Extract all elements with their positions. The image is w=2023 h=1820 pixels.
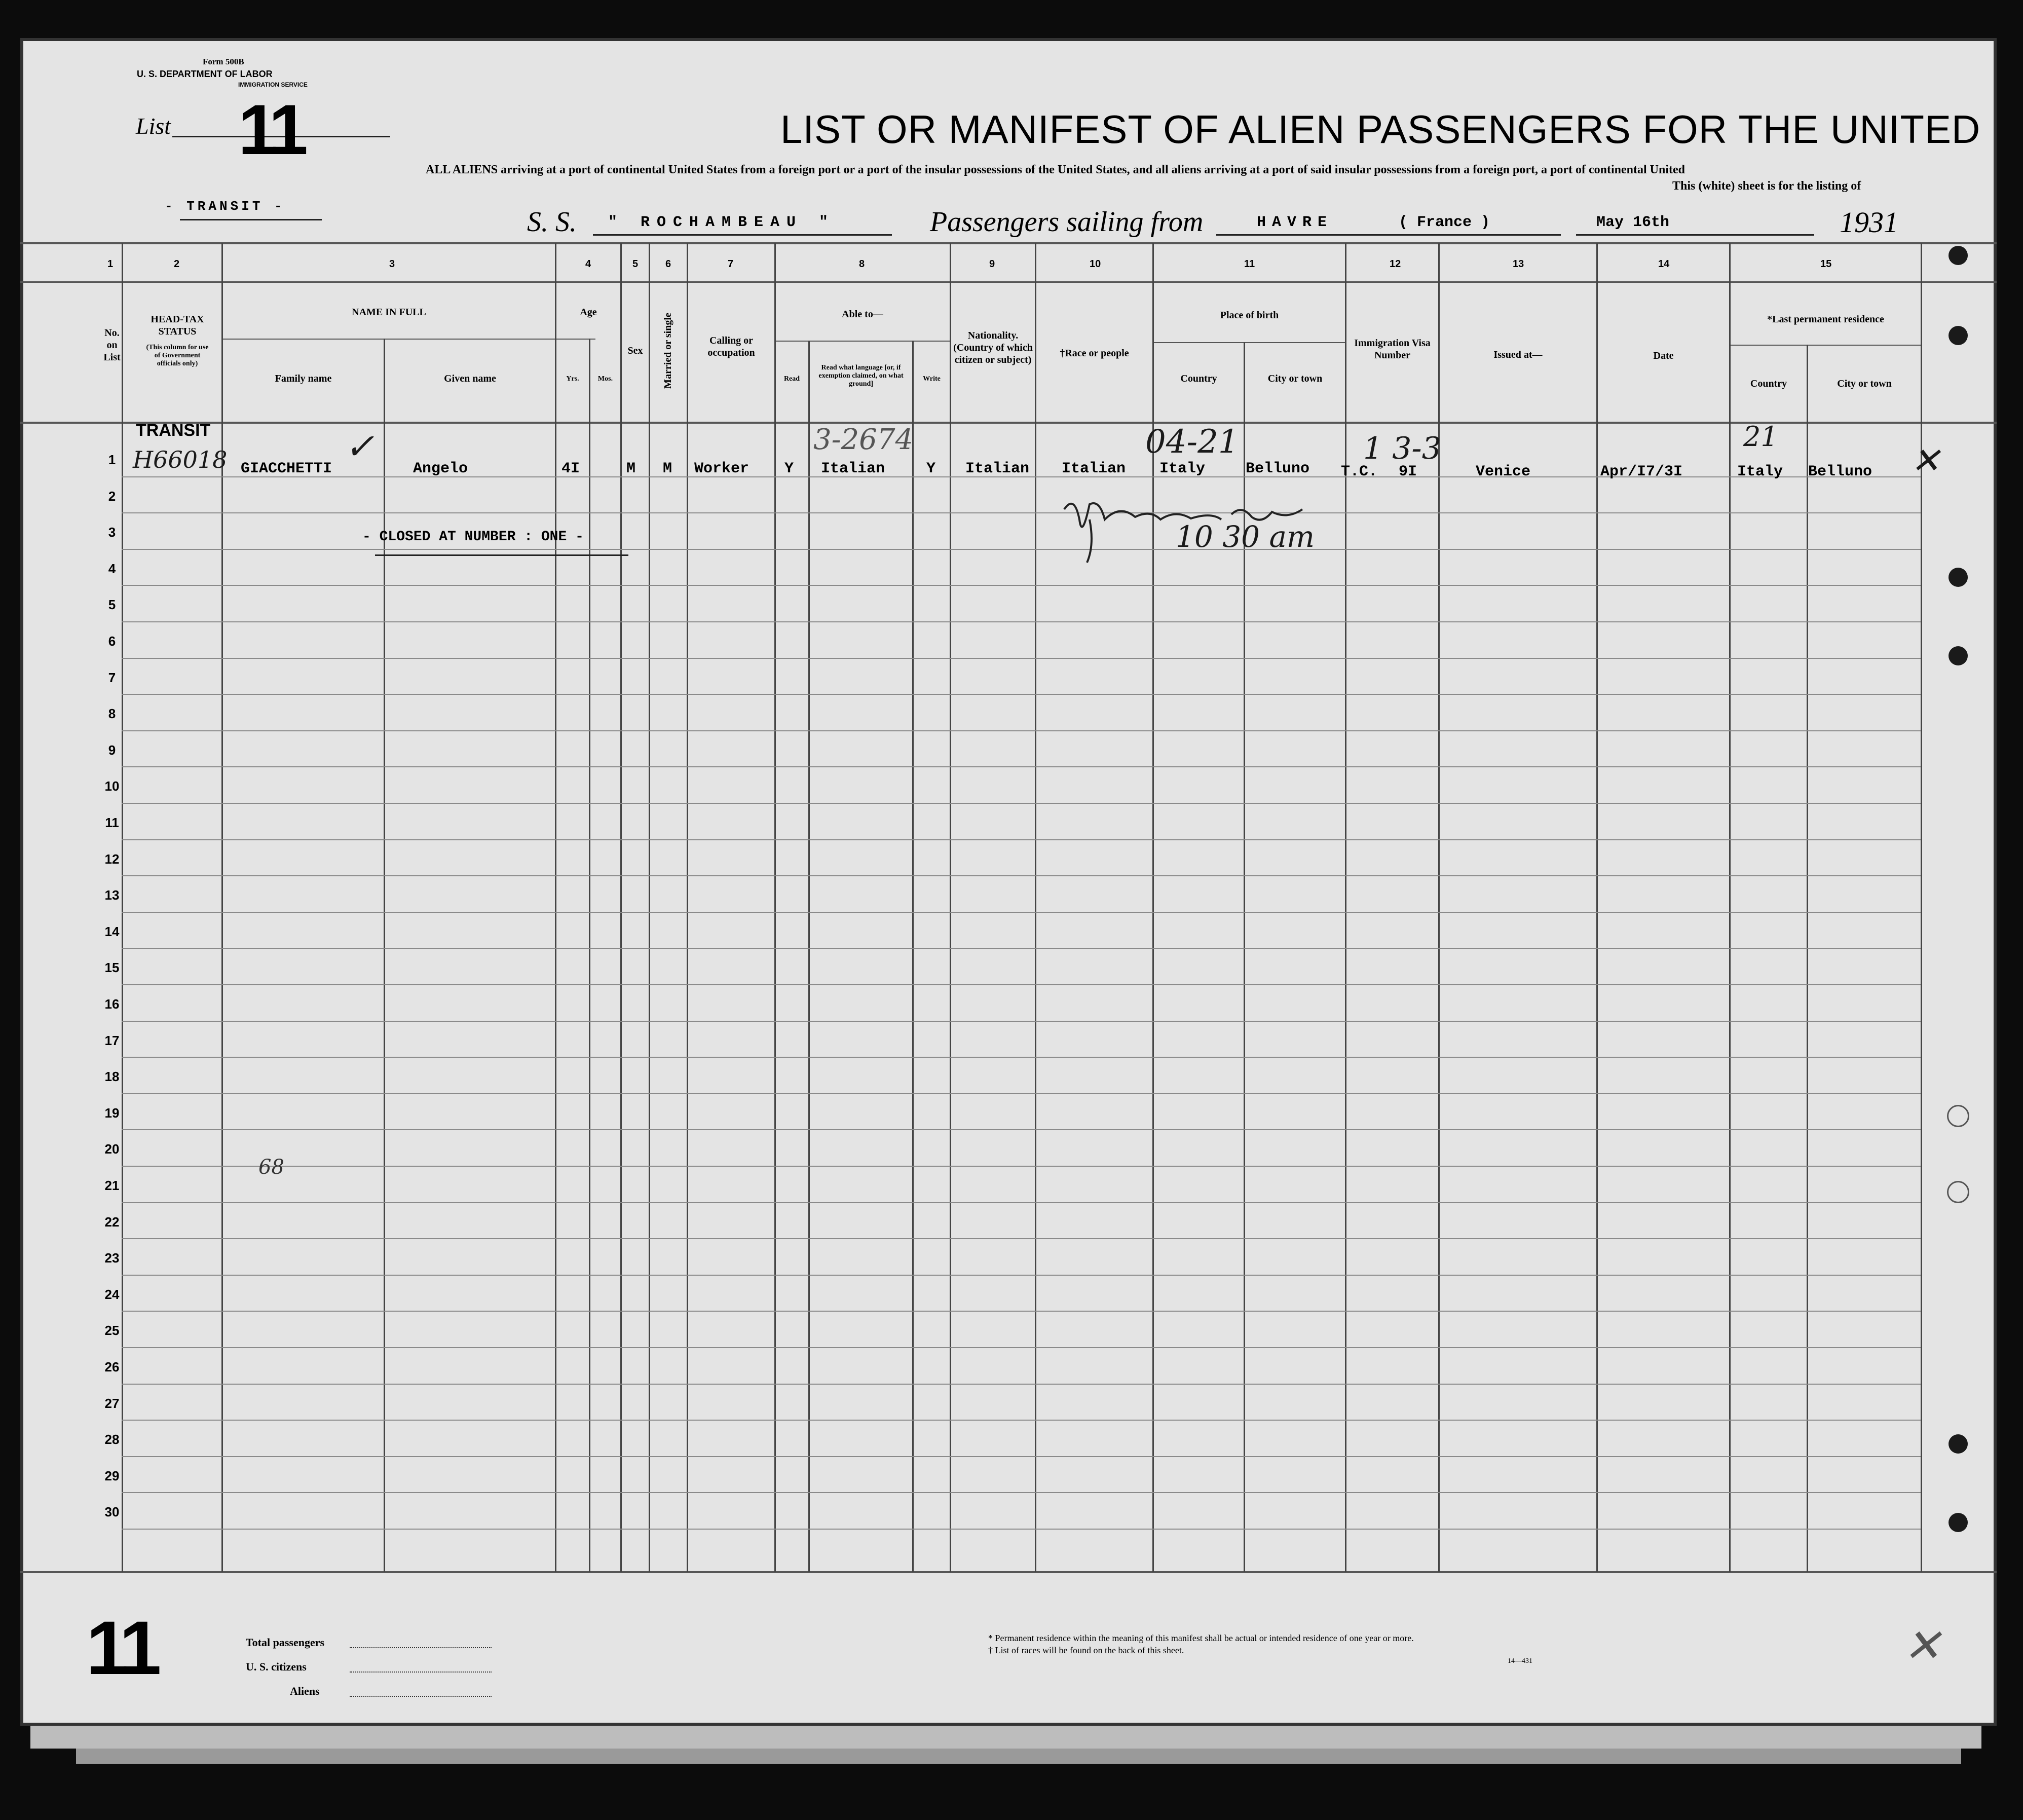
- passenger-given-name: Angelo: [413, 460, 468, 477]
- passenger-read: Y: [784, 460, 794, 477]
- row-number: 10: [104, 778, 120, 794]
- row-line: [122, 1456, 1921, 1457]
- row-line: [122, 984, 1921, 985]
- hdr-last-residence: *Last permanent residence: [1767, 314, 1884, 325]
- row-line: [122, 1057, 1921, 1058]
- footer-cross-mark: ✕: [1903, 1619, 1941, 1673]
- row-number: 3: [108, 525, 116, 540]
- ship-underline: [593, 234, 892, 236]
- row-number: 1: [108, 452, 116, 467]
- col-line-9: [1035, 243, 1036, 1572]
- total-passengers-line: [350, 1646, 492, 1648]
- hdr-able-to: Able to—: [842, 309, 883, 320]
- row-line: [122, 1529, 1921, 1530]
- sailing-date: May 16th: [1596, 214, 1670, 231]
- hdr-given-name: Given name: [444, 373, 496, 384]
- col-line-5: [649, 243, 650, 1572]
- birth-note: 04-21: [1145, 423, 1239, 461]
- check-mark: ✓: [345, 426, 374, 467]
- row-line: [122, 1420, 1921, 1421]
- row-number: 12: [104, 851, 120, 867]
- row-number: 27: [104, 1396, 120, 1411]
- language-note: 3-2674: [813, 423, 914, 456]
- hdr-sex: Sex: [627, 345, 643, 356]
- col-line-8a: [808, 341, 810, 1572]
- footer-aliens: Aliens: [290, 1685, 320, 1697]
- col-line-13: [1596, 243, 1598, 1572]
- hdr-race: †Race or people: [1060, 348, 1129, 359]
- birth-country: Italy: [1159, 460, 1206, 477]
- stray-mark: 68: [258, 1156, 284, 1179]
- col-line-11: [1345, 243, 1346, 1572]
- binder-hole-4: [1949, 646, 1968, 665]
- name-subrule: [223, 339, 595, 340]
- passenger-age: 4I: [561, 460, 580, 477]
- row-line: [122, 512, 1921, 513]
- hdr-head-tax-note: (This column for use of Government officials only): [146, 344, 209, 367]
- row-number: 30: [104, 1504, 120, 1519]
- visa-number: 9I: [1399, 463, 1417, 480]
- residence-city: Belluno: [1808, 463, 1872, 480]
- row-line: [122, 948, 1921, 949]
- row-number: 6: [108, 634, 116, 649]
- colnum-9: 9: [989, 258, 995, 270]
- col-line-4a: [589, 339, 590, 1572]
- passenger-race: Italian: [1062, 460, 1126, 477]
- row-line: [122, 585, 1921, 586]
- passenger-sex: M: [626, 460, 636, 477]
- hdr-calling: Calling or occupation: [707, 335, 755, 358]
- passenger-married: M: [663, 460, 672, 477]
- row-number: 18: [104, 1069, 120, 1084]
- row-number: 22: [104, 1214, 120, 1230]
- paper-edge-shadow: [76, 1749, 1961, 1764]
- binder-hole-3: [1949, 568, 1968, 587]
- page-subtitle-2: This (white) sheet is for the listing of: [1672, 179, 1861, 193]
- paper-edge: [30, 1726, 1981, 1749]
- colnum-10: 10: [1090, 258, 1101, 270]
- footnote-residence: * Permanent residence within the meaning of this manifest shall be actual or intended residence of one year or more.: [988, 1633, 1414, 1643]
- col-line-6: [687, 243, 688, 1572]
- colnum-13: 13: [1513, 258, 1524, 270]
- colnum-6: 6: [665, 258, 671, 270]
- row-number: 14: [104, 924, 120, 939]
- form-number: Form 500B: [203, 57, 244, 66]
- hdr-age: Age: [580, 307, 597, 318]
- col-line-14: [1729, 243, 1731, 1572]
- row-line: [122, 912, 1921, 913]
- visa-note: 1 3-3: [1363, 431, 1441, 466]
- row-number: 23: [104, 1250, 120, 1266]
- closed-underline: [375, 554, 628, 556]
- row-number: 16: [104, 996, 120, 1012]
- hdr-married: Married or single: [662, 313, 673, 389]
- colnum-3: 3: [389, 258, 395, 270]
- birth-city: Belluno: [1246, 460, 1310, 477]
- footer-us-citizens: U. S. citizens: [246, 1660, 307, 1673]
- transit-underline: [180, 219, 322, 220]
- residence-subrule: [1729, 345, 1921, 346]
- row-line: [122, 1129, 1921, 1130]
- row-line: [122, 1311, 1921, 1312]
- binder-hole-5: [1947, 1105, 1969, 1127]
- hdr-family-name: Family name: [275, 373, 332, 384]
- colnum-5: 5: [632, 258, 639, 270]
- colnum-8: 8: [859, 258, 865, 270]
- hdr-read-language: Read what language [or, if exemption claimed, on what ground]: [818, 364, 904, 388]
- binder-hole-2: [1949, 326, 1968, 345]
- page-subtitle: ALL ALIENS arriving at a port of continental United States from a foreign port or a port of the insular possessions of the United States, and all aliens arriving at a port of said insular possessions from a foreign port, a port of continental United: [426, 163, 1685, 176]
- hdr-place-of-birth: Place of birth: [1220, 310, 1279, 321]
- row-number: 7: [108, 670, 116, 685]
- table-bottom-rule: [20, 1571, 1997, 1573]
- manifest-sheet: [20, 38, 1997, 1726]
- passenger-nationality: Italian: [965, 460, 1030, 477]
- hdr-residence-country: Country: [1750, 378, 1787, 389]
- colnum-7: 7: [728, 258, 734, 270]
- col-line-4: [620, 243, 622, 1572]
- hdr-residence-city: City or town: [1837, 378, 1892, 389]
- row-number: 24: [104, 1287, 120, 1302]
- list-number: 11: [238, 90, 303, 169]
- inspector-signature-icon: [1059, 489, 1343, 565]
- table-top-rule: [20, 242, 1997, 244]
- sailing-label: Passengers sailing from: [930, 206, 1204, 238]
- row-line: [122, 1347, 1921, 1348]
- row-number: 19: [104, 1105, 120, 1121]
- row-number: 17: [104, 1033, 120, 1048]
- list-label: List: [136, 113, 171, 139]
- row-number: 5: [108, 597, 116, 612]
- row-line: [122, 1021, 1921, 1022]
- passenger-language: Italian: [821, 460, 885, 477]
- time-note: 10 30 am: [1176, 519, 1315, 554]
- date-underline: [1576, 234, 1814, 236]
- colnum-1: 1: [107, 258, 114, 270]
- row-number: 21: [104, 1178, 120, 1193]
- us-citizens-line: [350, 1670, 492, 1673]
- head-tax-number: H66018: [133, 446, 228, 473]
- able-subrule: [774, 341, 950, 342]
- passenger-family-name: GIACCHETTI: [241, 460, 332, 477]
- port-underline: [1216, 234, 1561, 236]
- row-line: [122, 1275, 1921, 1276]
- transit-stamp: - TRANSIT -: [165, 199, 285, 214]
- footer-total-passengers: Total passengers: [246, 1636, 325, 1649]
- row-number: 8: [108, 706, 116, 721]
- hdr-issued-at: Issued at—: [1493, 349, 1543, 360]
- row-line: [122, 839, 1921, 840]
- hdr-age-mos: Mos.: [597, 375, 613, 383]
- row-line: [122, 1238, 1921, 1239]
- hdr-no-on-list: No. on List: [103, 327, 121, 363]
- hdr-visa-number: Immigration Visa Number: [1354, 338, 1431, 361]
- row-number: 20: [104, 1141, 120, 1157]
- visa-prefix: T.C.: [1341, 463, 1378, 480]
- colnum-12: 12: [1390, 258, 1401, 270]
- row-line: [122, 1384, 1921, 1385]
- service-name: IMMIGRATION SERVICE: [238, 81, 308, 88]
- colnum-11: 11: [1244, 258, 1255, 270]
- colnum-14: 14: [1658, 258, 1670, 270]
- issued-at: Venice: [1476, 463, 1531, 480]
- row-number: 13: [104, 887, 120, 903]
- row-number: 29: [104, 1468, 120, 1483]
- cross-mark: ✕: [1910, 440, 1940, 481]
- colnum-4: 4: [585, 258, 591, 270]
- sailing-year: 1931: [1840, 206, 1898, 239]
- ss-label: S. S.: [527, 206, 577, 238]
- colnum-2: 2: [174, 258, 180, 270]
- col-line-15a: [1807, 345, 1808, 1572]
- hdr-name-in-full: NAME IN FULL: [352, 307, 426, 318]
- birth-subrule: [1152, 342, 1345, 343]
- binder-hole-8: [1949, 1513, 1968, 1532]
- row-line: [122, 694, 1921, 695]
- hdr-head-tax: HEAD-TAX STATUS: [151, 314, 204, 337]
- hdr-nationality: Nationality. (Country of which citizen or subject): [953, 330, 1033, 365]
- row-line: [122, 549, 1921, 550]
- issue-date: Apr/I7/3I: [1600, 463, 1683, 480]
- row-number: 4: [108, 561, 116, 576]
- row-line: [122, 730, 1921, 731]
- col-line-2: [221, 243, 223, 1572]
- hdr-write: Write: [923, 375, 941, 383]
- hdr-birth-city: City or town: [1267, 373, 1323, 384]
- department-name: U. S. DEPARTMENT OF LABOR: [137, 69, 273, 79]
- header-bottom-rule: [20, 422, 1997, 424]
- row-line: [122, 658, 1921, 659]
- residence-note: 21: [1743, 421, 1778, 453]
- colnum-15: 15: [1820, 258, 1832, 270]
- passenger-occupation: Worker: [694, 460, 750, 477]
- passenger-write: Y: [926, 460, 936, 477]
- row-line: [122, 621, 1921, 622]
- row-line: [122, 1093, 1921, 1094]
- row-number: 2: [108, 489, 116, 504]
- col-line-3: [555, 243, 556, 1572]
- colnum-rule: [20, 281, 1997, 283]
- binder-hole-7: [1949, 1434, 1968, 1454]
- col-line-8b: [912, 341, 914, 1572]
- page-title: LIST OR MANIFEST OF ALIEN PASSENGERS FOR THE UNITED: [780, 107, 1981, 152]
- closed-note: - CLOSED AT NUMBER : ONE -: [362, 529, 584, 545]
- ship-name: " ROCHAMBEAU ": [608, 214, 836, 231]
- hdr-date: Date: [1653, 350, 1674, 361]
- row-number: 11: [105, 815, 119, 830]
- hdr-age-yrs: Yrs.: [566, 375, 579, 383]
- row-line: [122, 1202, 1921, 1203]
- binder-hole-6: [1947, 1181, 1969, 1203]
- row-line: [122, 875, 1921, 876]
- row-number: 26: [104, 1359, 120, 1375]
- col-line-7: [774, 243, 776, 1572]
- row-number: 9: [108, 742, 116, 758]
- aliens-line: [350, 1695, 492, 1697]
- col-line-3a: [384, 339, 385, 1572]
- col-line-8: [950, 243, 951, 1572]
- row-number: 28: [104, 1432, 120, 1447]
- hdr-read: Read: [783, 375, 800, 383]
- row-line: [122, 1166, 1921, 1167]
- row-number: 25: [104, 1323, 120, 1338]
- hdr-birth-country: Country: [1180, 373, 1217, 384]
- footnote-races: † List of races will be found on the back of this sheet.: [988, 1645, 1184, 1655]
- sailing-country: ( France ): [1399, 214, 1490, 231]
- row-line: [122, 1492, 1921, 1493]
- binder-hole-1: [1949, 246, 1968, 265]
- print-code: 14—431: [1508, 1657, 1532, 1665]
- row-line: [122, 766, 1921, 767]
- row-line: [122, 803, 1921, 804]
- head-tax-stamp: TRANSIT: [136, 421, 211, 440]
- footer-list-number: 11: [86, 1605, 157, 1690]
- residence-country: Italy: [1737, 463, 1783, 480]
- row-number: 15: [104, 960, 120, 975]
- sailing-port: HAVRE: [1257, 214, 1333, 231]
